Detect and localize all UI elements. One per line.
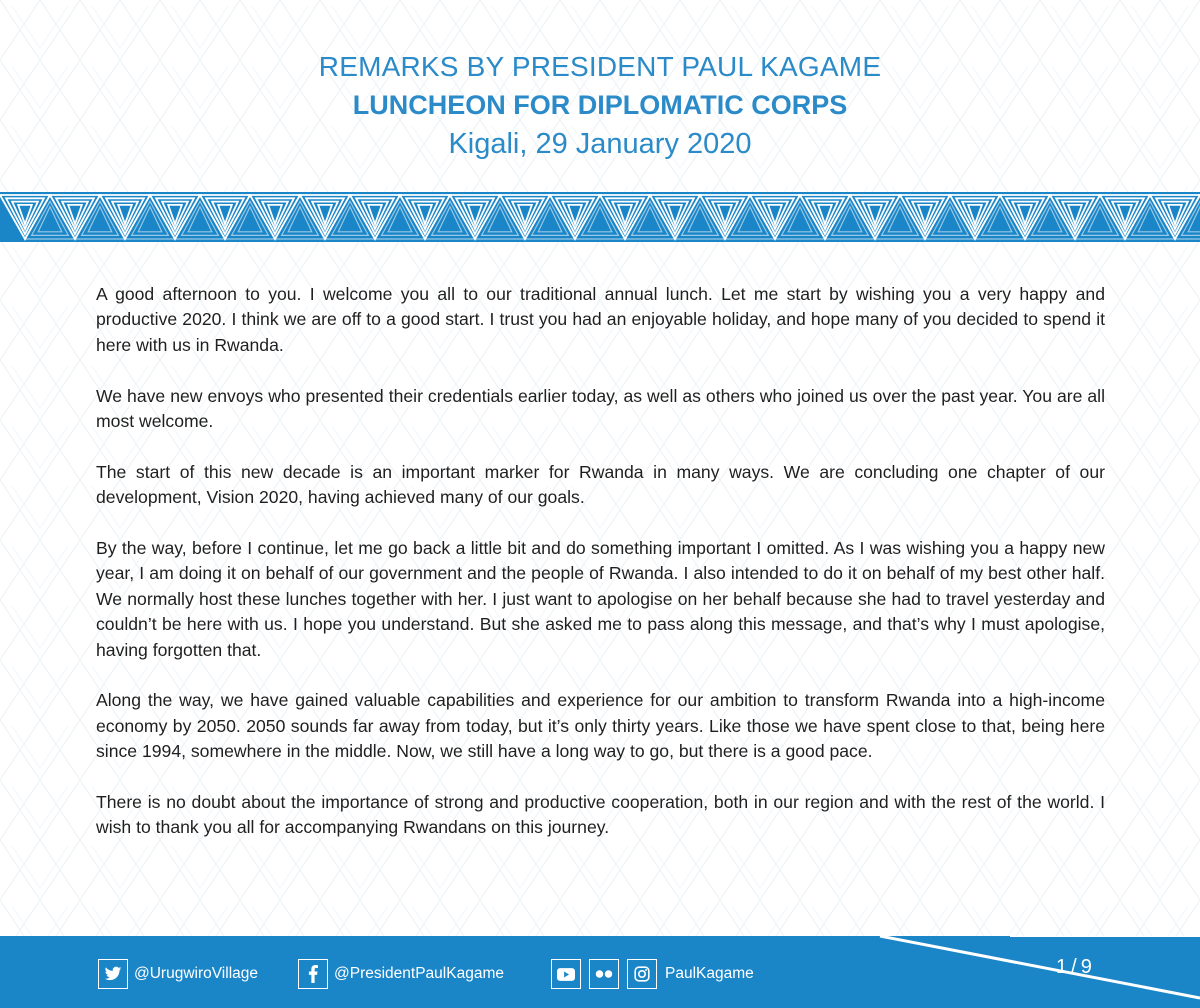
paragraph: We have new envoys who presented their credentials earlier today, as well as others who joined us over the past year. You are all most welcome. [96,385,1105,432]
footer-bar [0,936,1200,1008]
instagram-icon[interactable] [627,959,657,989]
page-subtitle: LUNCHEON FOR DIPLOMATIC CORPS [352,90,848,120]
document-header [0,48,1200,164]
youtube-icon[interactable] [551,959,581,989]
paragraph: By the way, before I continue, let me go back a little bit and do something important I omitted. As I was wishing you a happy new year, I am doing it on behalf of our government and the people of Rwanda. I also intended to do it on behalf of my best other half. We normally host these lunches together with her. I just want to apologise on her behalf because she had to travel yesterday and couldn’t be here with us. I hope you understand. But she asked me to pass along this message, and that’s why I must apologise, having forgotten that. [96,538,1105,660]
paragraph: There is no doubt about the importance of strong and productive cooperation, both in our region and with the rest of the world. I wish to thank you all for accompanying Rwandans on this journey. [96,792,1105,838]
speech-body [96,282,1105,866]
twitter-icon [98,959,128,989]
page-indicator [1056,956,1092,979]
media-handle[interactable]: PaulKagame [665,965,754,982]
flickr-icon[interactable] [589,959,619,989]
paragraph: The start of this new decade is an important marker for Rwanda in many ways. We are concluding one chapter of our development, Vision 2020, having achieved many of our goals. [96,461,1105,508]
twitter-link[interactable] [98,958,258,990]
facebook-icon [298,959,328,989]
decorative-band [0,192,1200,242]
paragraph: A good afternoon to you. I welcome you all to our traditional annual lunch. Let me start by wishing you a very happy and productive 2020. I think we are off to a good start. I trust you had an enjoyable holiday, and hope many of you decided to spend it here with us in Rwanda. [96,284,1105,355]
facebook-handle: @PresidentPaulKagame [334,965,504,982]
media-links [551,958,754,990]
twitter-handle: @UrugwiroVillage [134,965,258,982]
page-total: 9 [1080,956,1092,978]
place-date: Kigali, 29 January 2020 [448,128,752,160]
paragraph: Along the way, we have gained valuable capabilities and experience for our ambition to transform Rwanda into a high-income economy by 2050. 2050 sounds far away from today, but it’s only thirty years. Like those we have spent close to that, being here since 1994, somewhere in the middle. Now, we still have a long way to go, but there is a good pace. [96,690,1105,762]
page-current: 1 [1056,956,1068,978]
page-separator: / [1071,956,1077,978]
page-title: REMARKS BY PRESIDENT PAUL KAGAME [318,51,882,82]
facebook-link[interactable] [298,958,504,990]
